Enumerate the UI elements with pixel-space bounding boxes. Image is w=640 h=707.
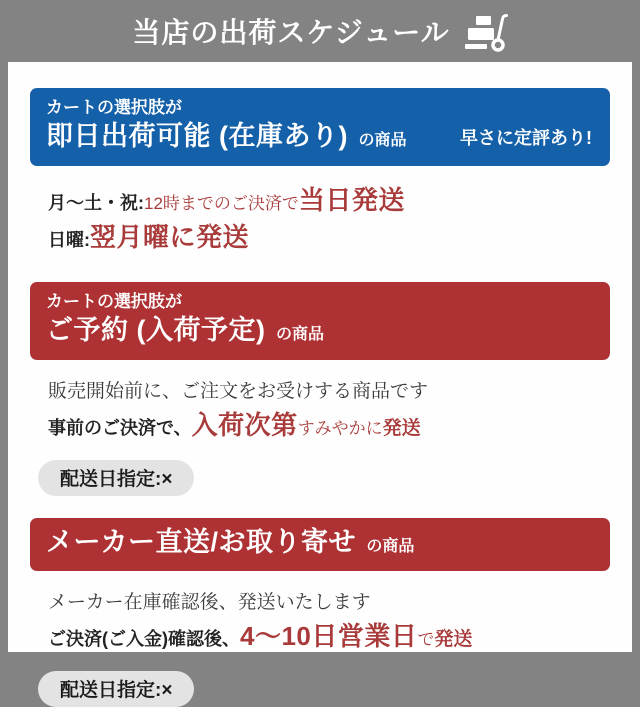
sunday-result: 翌月曜に発送	[90, 222, 250, 252]
banner-in-stock-subtitle: カートの選択肢が	[46, 98, 182, 117]
dropship-details	[48, 587, 610, 657]
preorder-shipping-row	[48, 409, 610, 446]
page-title: 当店の出荷スケジュール	[132, 17, 450, 48]
banner-preorder-suffix: の商品	[275, 326, 324, 343]
banner-preorder	[30, 282, 610, 360]
preorder-detail: すみやかに	[297, 419, 383, 438]
banner-in-stock-title: 即日出荷可能 (在庫あり)	[46, 121, 348, 151]
dropship-detail: で	[417, 630, 435, 649]
dropship-description: メーカー在庫確認後、発送いたします	[48, 592, 371, 613]
banner-dropship-suffix: の商品	[366, 538, 415, 555]
banner-preorder-title: ご予約 (入荷予定)	[46, 315, 266, 345]
sunday-label: 日曜:	[48, 230, 90, 250]
weekday-label: 月〜土・祝:	[48, 193, 144, 213]
dropship-highlight: 4〜10日営業日	[240, 621, 418, 651]
banner-preorder-subtitle: カートの選択肢が	[46, 292, 182, 311]
banner-in-stock	[30, 88, 610, 166]
preorder-details	[48, 376, 610, 446]
weekday-result: 当日発送	[298, 185, 405, 215]
weekday-condition: 12時までのご決済で	[144, 194, 299, 213]
banner-in-stock-suffix: の商品	[358, 132, 407, 149]
express-shipping-details	[48, 184, 610, 258]
preorder-description: 販売開始前に、ご注文をお受けする商品です	[48, 381, 429, 402]
preorder-highlight: 入荷次第	[191, 410, 298, 440]
express-weekday-row	[48, 184, 610, 221]
title-bar	[0, 0, 640, 62]
preorder-condition-label: 事前のご決済で、	[48, 418, 192, 438]
preorder-tail: 発送	[382, 418, 421, 439]
dropship-tail: 発送	[434, 629, 473, 650]
dropship-shipping-row	[48, 620, 610, 657]
banner-dropship	[30, 518, 610, 571]
delivery-date-badge-dropship: 配送日指定:×	[38, 671, 194, 707]
express-sunday-row	[48, 221, 610, 258]
content-panel	[8, 62, 632, 701]
banner-dropship-title: メーカー直送/お取り寄せ	[46, 527, 356, 557]
banner-in-stock-note: 早さに定評あり!	[460, 128, 592, 148]
delivery-date-badge-preorder: 配送日指定:×	[38, 460, 194, 496]
hand-truck-icon	[464, 13, 508, 53]
dropship-condition-label: ご決済(ご入金)確認後、	[48, 629, 240, 649]
